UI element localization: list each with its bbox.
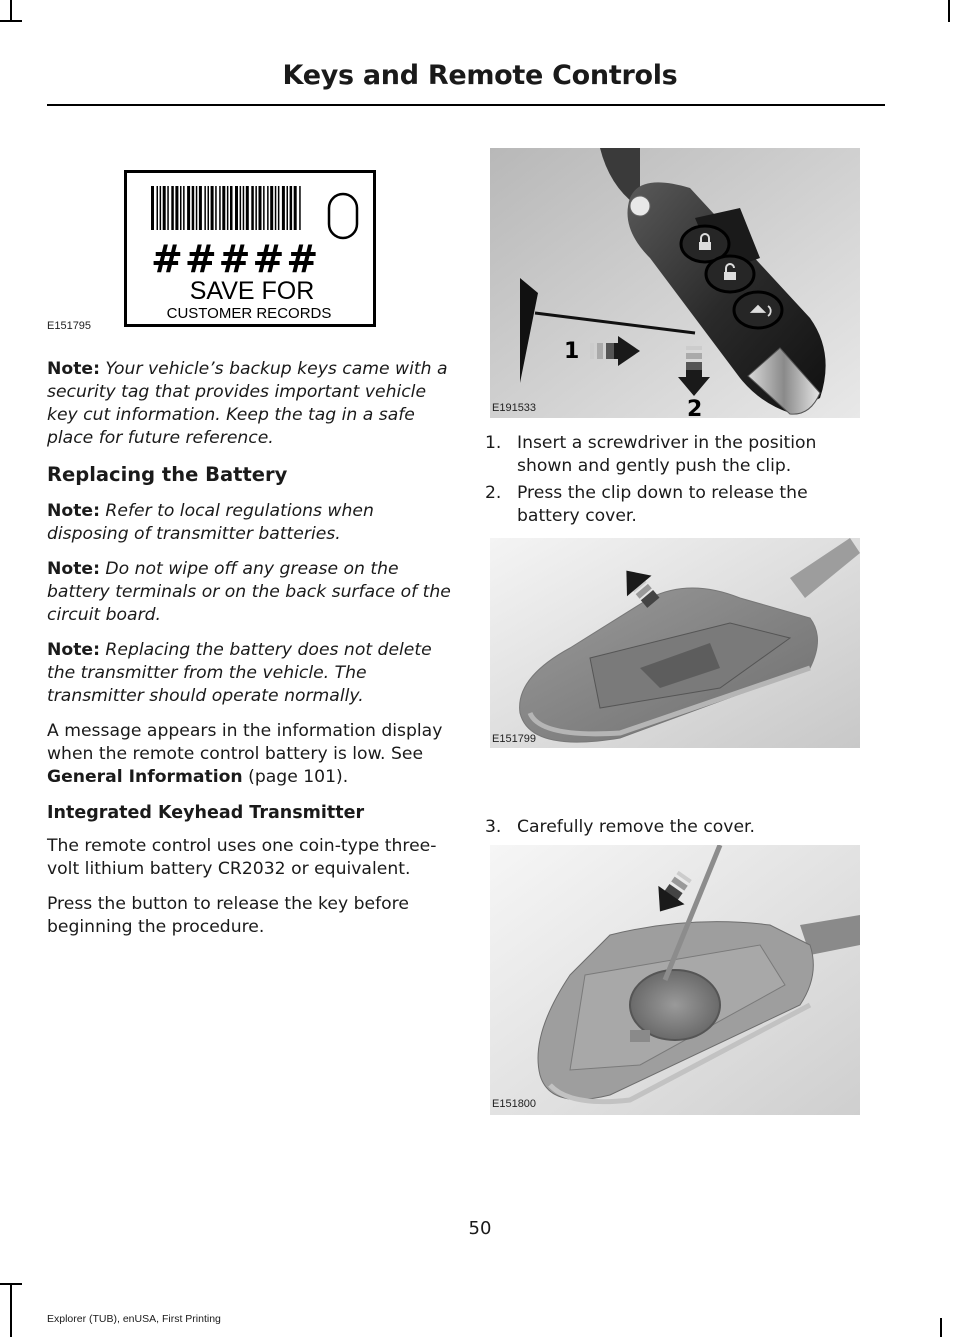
barcode-bar	[151, 186, 154, 230]
barcode-bar	[180, 186, 182, 230]
figure-code-cover-release: E151799	[492, 733, 537, 745]
note-label: Note:	[47, 640, 100, 660]
barcode-bar	[259, 186, 262, 230]
barcode-bar	[157, 186, 159, 230]
battery-low-message	[47, 720, 452, 789]
barcode-bar	[290, 186, 293, 230]
step-text: Carefully remove the cover.	[517, 817, 755, 837]
barcode-bar	[183, 186, 185, 230]
crop-mark-tr-v	[948, 0, 950, 22]
barcode-bar	[211, 186, 214, 230]
note-text: Your vehicle’s backup keys came with a security tag that provides important vehicle key cut information. Keep the tag in a safe place for future reference.	[47, 359, 448, 448]
step-number: 1.	[485, 433, 502, 453]
note-transmitter	[47, 639, 452, 708]
barcode-bar	[187, 186, 190, 230]
page-header-title: Keys and Remote Controls	[282, 60, 678, 91]
tag-hash-text: #####	[151, 237, 321, 281]
figure-key-clip	[490, 148, 860, 418]
barcode-bar	[230, 186, 233, 230]
figure-code-cover-remove: E151800	[492, 1098, 537, 1110]
barcode-bar	[235, 186, 238, 230]
paragraph-battery-type: The remote control uses one coin-type three-volt lithium battery CR2032 or equivalent.	[47, 836, 437, 879]
barcode-bar	[196, 186, 198, 230]
barcode-bar	[294, 186, 297, 230]
cover-release-illustration	[490, 538, 860, 748]
note-label: Note:	[47, 359, 100, 379]
barcode-bar	[163, 186, 166, 230]
general-information-link[interactable]: General Information	[47, 767, 243, 787]
barcode-bar	[240, 186, 242, 230]
note-label: Note:	[47, 559, 100, 579]
barcode-bar	[222, 186, 225, 230]
step-1	[485, 432, 860, 478]
footer-edition-text: Explorer (TUB), enUSA, First Printing	[47, 1313, 221, 1325]
security-tag-illustration	[124, 170, 376, 327]
message-page-ref: (page 101).	[242, 767, 349, 787]
figure-code-tag: E151795	[47, 320, 92, 332]
note-grease	[47, 558, 452, 627]
step-3	[485, 816, 860, 839]
barcode-bar	[160, 186, 162, 230]
page-number: 50	[468, 1218, 492, 1239]
step-number: 3.	[485, 817, 502, 837]
tag-customer-records-text: CUSTOMER RECORDS	[166, 305, 332, 322]
note-label: Note:	[47, 501, 100, 521]
left-column	[47, 358, 452, 951]
barcode-bar	[246, 186, 249, 230]
crop-mark-tl-h	[0, 20, 22, 22]
crop-mark-bl-h	[0, 1283, 22, 1285]
barcode-bar	[171, 186, 174, 230]
figure-cover-remove	[490, 845, 860, 1115]
callout-1: 1	[564, 339, 580, 364]
crop-mark-bl-v	[10, 1283, 12, 1337]
barcode-bar	[263, 186, 265, 230]
note-security-tag	[47, 358, 452, 450]
crop-mark-br-v	[940, 1318, 942, 1337]
figure-security-tag	[124, 170, 376, 327]
crop-mark-tl-v	[10, 0, 12, 22]
step-text: Press the clip down to release the battery cover.	[517, 483, 808, 526]
barcode-bar	[167, 186, 169, 230]
barcode-bar	[243, 186, 245, 230]
paragraph-release-key: Press the button to release the key before beginning the procedure.	[47, 894, 409, 937]
callout-2: 2	[687, 397, 703, 418]
section-heading: Replacing the Battery	[47, 463, 288, 486]
note-text: Refer to local regulations when disposing of transmitter batteries.	[47, 501, 374, 544]
barcode-bar	[208, 186, 210, 230]
figure-cover-release	[490, 538, 860, 748]
figure-code-key: E191533	[492, 402, 537, 414]
barcode-bar	[251, 186, 254, 230]
note-text: Replacing the battery does not delete the transmitter from the vehicle. The transmitter should operate normally.	[47, 640, 432, 706]
flip-key-illustration	[490, 148, 860, 418]
cover-remove-illustration	[490, 845, 860, 1115]
barcode-bar	[175, 186, 178, 230]
note-text: Do not wipe off any grease on the battery terminals or on the back surface of the circuit board.	[47, 559, 451, 625]
barcode-bar	[199, 186, 202, 230]
barcode-bar	[278, 186, 280, 230]
barcode-bar	[227, 186, 229, 230]
coin-battery-icon	[630, 970, 720, 1040]
barcode-bar	[282, 186, 285, 230]
step-number: 2.	[485, 483, 502, 503]
barcode-bar	[287, 186, 289, 230]
barcode-bar	[267, 186, 269, 230]
barcode-bar	[215, 186, 217, 230]
step-2	[485, 482, 860, 528]
note-disposal	[47, 500, 452, 546]
barcode-bar	[192, 186, 195, 230]
barcode-bar	[270, 186, 273, 230]
barcode-bar	[255, 186, 257, 230]
barcode-bar	[275, 186, 277, 230]
header-rule	[47, 104, 885, 106]
barcode-bar	[204, 186, 206, 230]
subsection-heading: Integrated Keyhead Transmitter	[47, 803, 365, 823]
barcode-bar	[219, 186, 221, 230]
tag-save-for-text: SAVE FOR	[189, 277, 315, 305]
message-text: A message appears in the information display when the remote control battery is low. See	[47, 721, 443, 764]
barcode-bar	[299, 186, 301, 230]
step-text: Insert a screwdriver in the position shown and gently push the clip.	[517, 433, 817, 476]
